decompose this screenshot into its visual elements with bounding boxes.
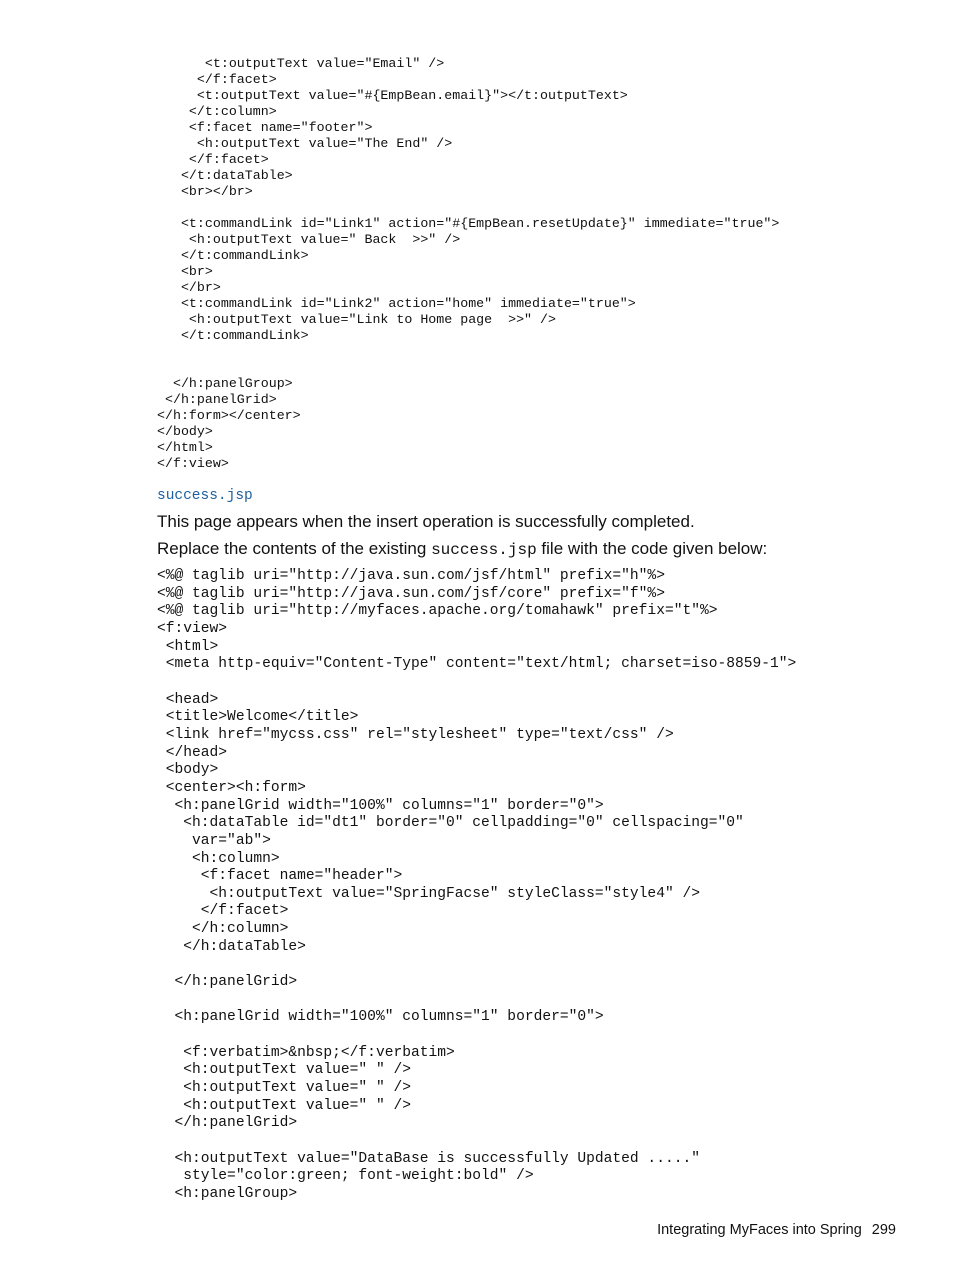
- instruction-text-end: file with the code given below:: [536, 539, 768, 558]
- inline-code-filename: success.jsp: [431, 541, 537, 559]
- footer-chapter-title: Integrating MyFaces into Spring: [657, 1222, 862, 1238]
- code-listing-continued: <t:outputText value="Email" /> </f:facet> <t:outputText value="#{EmpBean.email}"></t:outputText> </t:column> <f:facet name="footer"> <h:outputText value="The End" /> </f:facet> </t:dataTable> <br></br> <t:commandLink id="Link1" action="#{EmpBean.resetUpdate}" immediate="true"> <h:outputText value=" Back >>" /> </t:commandLink> <br> </br> <t:commandLink id="Link2" action="home" immediate="true"> <h:outputText value="Link to Home page >>" /> </t:commandLink> </h:panelGroup> </h:panelGrid> </h:form></center> </body> </html> </f:view>: [157, 56, 780, 471]
- paragraph-instruction: [157, 539, 767, 559]
- instruction-text-start: Replace the contents of the existing: [157, 539, 432, 558]
- code-listing-success-jsp: <%@ taglib uri="http://java.sun.com/jsf/html" prefix="h"%> <%@ taglib uri="http://java.sun.com/jsf/core" prefix="f"%> <%@ taglib uri="http://myfaces.apache.org/tomahawk" prefix="t"%> <f:view> <html> <meta http-equiv="Content-Type" content="text/html; charset=iso-8859-1"> <head> <title>Welcome</title> <link href="mycss.css" rel="stylesheet" type="text/css" /> </head> <body> <center><h:form> <h:panelGrid width="100%" columns="1" border="0"> <h:dataTable id="dt1" border="0" cellpadding="0" cellspacing="0" var="ab"> <h:column> <f:facet name="header"> <h:outputText value="SpringFacse" styleClass="style4" /> </f:facet> </h:column> </h:dataTable> </h:panelGrid> <h:panelGrid width="100%" columns="1" border="0"> <f:verbatim>&nbsp;</f:verbatim> <h:outputText value=" " /> <h:outputText value=" " /> <h:outputText value=" " /> </h:panelGrid> <h:outputText value="DataBase is successfully Updated ....." style="color:green; font-weight:bold" /> <h:panelGroup>: [157, 568, 797, 1202]
- section-heading-success-jsp: success.jsp: [157, 488, 253, 504]
- page-number: 299: [871, 1222, 896, 1238]
- page-footer: [657, 1222, 896, 1238]
- paragraph-description: This page appears when the insert operation is successfully completed.: [157, 512, 695, 531]
